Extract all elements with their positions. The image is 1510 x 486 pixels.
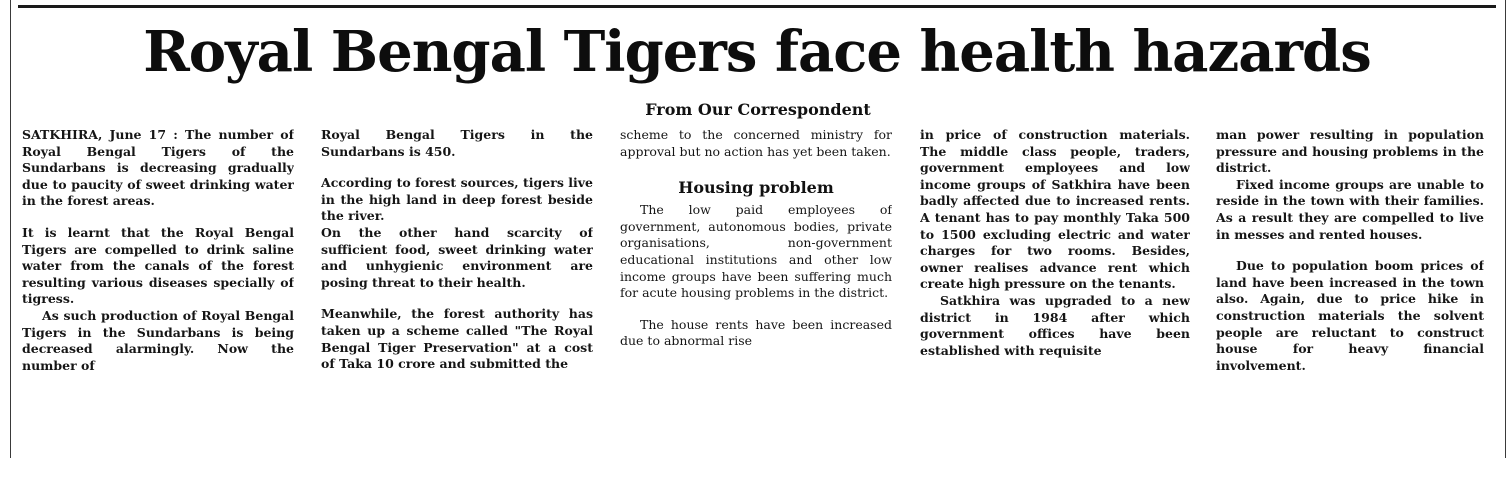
paragraph: The low paid employees of government, autonomous bodies, private organisations, non-government educational institutions and other low income groups have been suffering much for acute housing problems in the district. [620, 202, 892, 301]
article-column-2 [321, 127, 593, 457]
paragraph: Due to population boom prices of land have been increased in the town also. Again, due to price hike in construction materials the solvent people are reluctant to construct house for heavy financial involvement. [1216, 258, 1484, 373]
paragraph: SATKHIRA, June 17 : The number of Royal Bengal Tigers of the Sundarbans is decreasing gradually due to paucity of sweet drinking water in the forest areas. [22, 127, 294, 209]
paragraph: in price of construction materials. The middle class people, traders, government employees and low income groups of Satkhira have been badly affected due to increased rents. A tenant has to pay monthly Taka 500 to 1500 excluding electric and water charges for two rooms. Besides, owner realises advance rent which create high pressure on the tenants. [920, 127, 1190, 292]
paragraph: According to forest sources, tigers live in the high land in deep forest beside the river. [321, 175, 593, 224]
paragraph: man power resulting in population pressure and housing problems in the district. [1216, 127, 1484, 176]
paragraph: It is learnt that the Royal Bengal Tigers are compelled to drink saline water from the canals of the forest resulting various diseases specially of tigress. [22, 224, 294, 307]
paragraph: The house rents have been increased due to abnormal rise [620, 316, 892, 349]
paragraph: As such production of Royal Bengal Tigers in the Sundarbans is being decreased alarmingly. Now the number of [22, 307, 294, 373]
article-column-1 [22, 127, 294, 457]
article-column-4 [920, 127, 1190, 457]
headline: Royal Bengal Tigers face health hazards [143, 19, 1371, 85]
article-column-5 [1216, 127, 1484, 457]
paragraph: Meanwhile, the forest authority has taken up a scheme called "The Royal Bengal Tiger Preservation" at a cost of Taka 10 crore and submitted the [321, 306, 593, 372]
paragraph: scheme to the concerned ministry for approval but no action has yet been taken. [620, 127, 892, 159]
paragraph: Satkhira was upgraded to a new district in 1984 after which government offices have been established with requisite [920, 292, 1190, 358]
paragraph: Royal Bengal Tigers in the Sundarbans is 450. [321, 127, 593, 159]
subheading: Housing problem [678, 178, 834, 198]
byline: From Our Correspondent [645, 100, 871, 119]
article-column-3 [620, 127, 892, 457]
paragraph: On the other hand scarcity of sufficient food, sweet drinking water and unhygienic environment are posing threat to their health. [321, 224, 593, 290]
paragraph: Fixed income groups are unable to reside in the town with their families. As a result they are compelled to live in messes and rented houses. [1216, 176, 1484, 242]
